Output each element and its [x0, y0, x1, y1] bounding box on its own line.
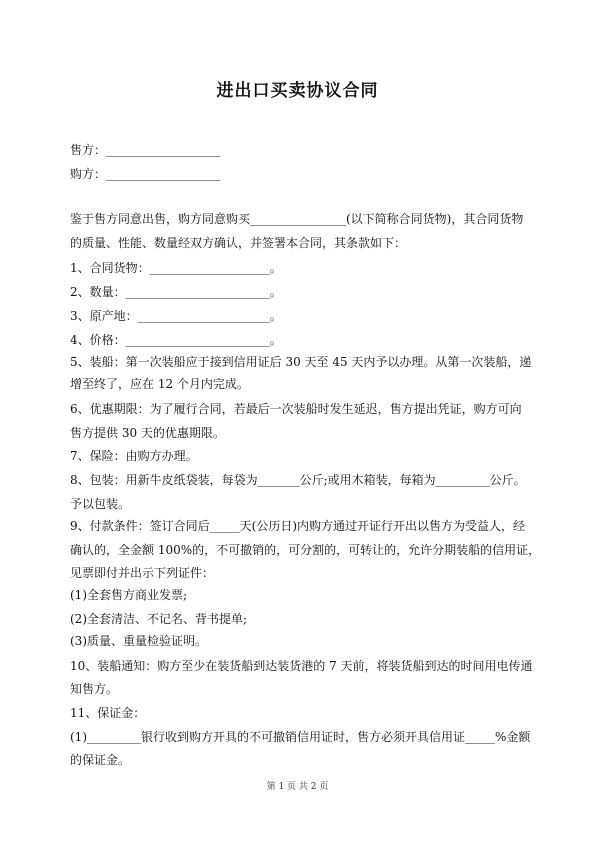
clause-7-insurance: 7、保险：由购方办理。 — [70, 449, 198, 463]
clause-9-item-1: (1)全套售方商业发票; — [70, 588, 188, 602]
clause-6-grace-line-1: 6、优惠期限：为了履行合同，若最后一次装船时发生延迟，售方提出凭证，购方可向 — [70, 402, 522, 416]
clause-3-origin: 3、原产地：______________________。 — [70, 309, 282, 323]
page-number: 第 1 页 共 2 页 — [266, 782, 329, 792]
clause-2-quantity: 2、数量：________________________。 — [70, 285, 282, 299]
document-title: 进出口买卖协议合同 — [216, 81, 379, 101]
clause-9-item-3: (3)质量、重量检验证明。 — [70, 634, 207, 648]
clause-5-shipment-line-2: 增至终了，应在 12 个月内完成。 — [70, 377, 249, 391]
clause-9-payment-line-2: 确认的，全金额 100%的，不可撤销的，可分割的，可转让的，允许分期装船的信用证， — [70, 543, 541, 557]
clause-9-payment-line-1: 9、付款条件：签订合同后_____天(公历日)内购方通过开证行开出以售方为受益人，经 — [70, 519, 526, 533]
clause-10-notice-line-1: 10、装船通知：购方至少在装货船到达装货港的 7 天前，将装货船到达的时间用电传通 — [70, 659, 533, 673]
seller-line: 售方：___________________ — [70, 143, 221, 157]
clause-1-goods: 1、合同货物：____________________。 — [70, 261, 282, 275]
clause-10-notice-line-2: 知售方。 — [70, 682, 119, 696]
clause-8-packing-line-2: 予以包装。 — [70, 497, 131, 511]
preamble-line-1: 鉴于售方同意出售，购方同意购买________________(以下简称合同货物)，其合同货物 — [70, 212, 524, 226]
preamble-line-2: 的质量、性能、数量经双方确认，并签署本合同，其条款如下： — [70, 236, 407, 250]
clause-11-deposit-line-2: 的保证金。 — [70, 753, 131, 767]
clause-4-price: 4、价格：________________________。 — [70, 333, 282, 347]
clause-5-shipment-line-1: 5、装船：第一次装船应于接到信用证后 30 天至 45 天内予以办理。从第一次装船，递 — [70, 355, 532, 369]
clause-9-item-2: (2)全套清洁、不记名、背书提单; — [70, 612, 248, 626]
clause-9-payment-line-3: 见票即付并出示下列证件： — [70, 566, 215, 580]
clause-6-grace-line-2: 售方提供 30 天的优惠期限。 — [70, 426, 225, 440]
clause-8-packing-line-1: 8、包装：用新牛皮纸袋装，每袋为_______公斤;或用木箱装，每箱为_________公斤。 — [70, 473, 526, 487]
buyer-line: 购方：___________________ — [70, 167, 221, 181]
clause-11-deposit-heading: 11、保证金： — [70, 706, 146, 720]
clause-11-deposit-line-1: (1)_________银行收到购方开具的不可撤销信用证时，售方必须开具信用证_____%金额 — [70, 730, 531, 744]
